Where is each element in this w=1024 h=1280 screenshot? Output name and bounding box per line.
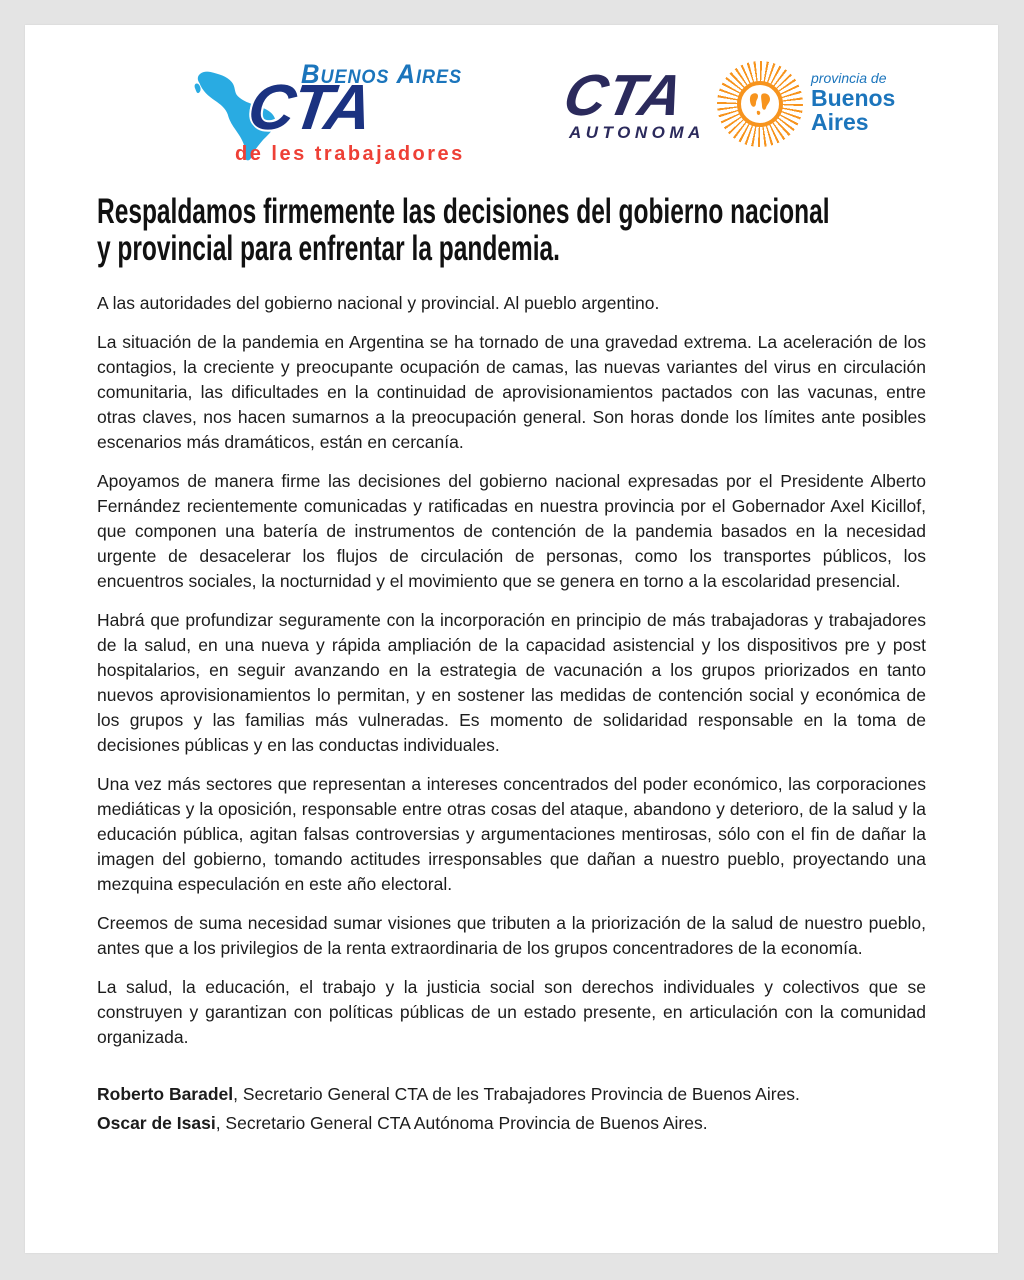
signer-role: , Secretario General CTA de les Trabajadores Provincia de Buenos Aires. xyxy=(233,1084,800,1104)
province-line2: Aires xyxy=(811,109,869,135)
logo-cta-autonoma xyxy=(558,63,896,153)
signer-role: , Secretario General CTA Autónoma Provincia de Buenos Aires. xyxy=(215,1113,708,1133)
paragraph: Creemos de suma necesidad sumar visiones que tributen a la priorización de la salud de nuestro pueblo, antes que a los privilegios de la renta extraordinaria de los grupos concentradores de la economía. xyxy=(97,913,926,958)
document-body xyxy=(25,193,998,1138)
logo-left-acronym: CTA xyxy=(243,71,375,143)
logo-right-acronym: CTA xyxy=(558,63,690,128)
signature-line xyxy=(97,1109,926,1138)
logo-cta-trabajadores xyxy=(193,59,508,168)
logo-right-province xyxy=(811,71,895,134)
paragraph-salutation: A las autoridades del gobierno nacional y provincial. Al pueblo argentino. xyxy=(97,293,660,313)
signer-name: Oscar de Isasi xyxy=(97,1113,216,1133)
page-title xyxy=(97,193,926,267)
logo-right-subtitle: AUTONOMA xyxy=(569,123,705,142)
paragraph: Apoyamos de manera firme las decisiones del gobierno nacional expresadas por el Presidente Alberto Fernández recientemente comunicadas y ratificadas en nuestra provincia por el Gobernador Axel Kicillof, que componen una batería de instrumentos de contención de la pandemia basados en la necesidad urgente de desacelerar los flujos de circulación de personas, como los transportes públicos, los encuentros sociales, la nocturnidad y el movimiento que se genera en torno a la escolaridad presencial. xyxy=(97,471,926,591)
title-line-2: y provincial para enfrentar la pandemia. xyxy=(97,229,560,268)
title-line-1: Respaldamos firmemente las decisiones del gobierno nacional xyxy=(97,192,830,231)
logo-left-region-label: Buenos Aires xyxy=(301,59,462,89)
header-logos xyxy=(25,25,998,173)
paragraph: Habrá que profundizar seguramente con la incorporación en principio de más trabajadoras y trabajadores de la salud, en una nueva y rápida ampliación de la capacidad asistencial y los dispositivos pre y post hospitalarios, en seguir avanzando en la estrategia de vacunación a los grupos priorizados en tanto nuevos aprovisionamientos lo permitan, y en sostener las medidas de contención social y económica de los grupos y las familias más vulneradas. Es momento de solidaridad responsable en la toma de decisiones públicas y en las conductas individuales. xyxy=(97,610,926,755)
paragraph: La situación de la pandemia en Argentina se ha tornado de una gravedad extrema. La aceleración de los contagios, la creciente y preocupante ocupación de camas, las nuevas variantes del virus en circulación comunitaria, las dificultades en la continuidad de aprovisionamientos pactados con las vacunas, entre otras claves, nos hacen sumarnos a la preocupación general. Son horas donde los límites ante posibles escenarios más dramáticos, están en cercanía. xyxy=(97,332,926,452)
paragraph: Una vez más sectores que representan a intereses concentrados del poder económico, las corporaciones mediáticas y la oposición, responsable entre otras cosas del ataque, abandono y deterioro, de la salud y la educación pública, agitan falsas controversias y argumentaciones mentirosas, sólo con el fin de dañar la imagen del gobierno, tomando actitudes irresponsables que dañan a nuestro pueblo, proyectando una mezquina especulación en este año electoral. xyxy=(97,774,926,894)
signatures xyxy=(97,1080,926,1138)
globe-icon xyxy=(737,81,783,127)
signer-name: Roberto Baradel xyxy=(97,1084,234,1104)
province-prefix: provincia de xyxy=(811,70,887,86)
signature-line xyxy=(97,1080,926,1109)
logo-left-tagline: de les trabajadores xyxy=(235,143,465,165)
document-sheet xyxy=(25,25,998,1253)
province-line1: Buenos xyxy=(811,85,896,111)
paragraph: La salud, la educación, el trabajo y la justicia social son derechos individuales y colectivos que se construyen y garantizan con políticas públicas de un estado presente, en articulación con la comunidad organizada. xyxy=(97,977,926,1047)
sun-icon xyxy=(717,61,803,147)
